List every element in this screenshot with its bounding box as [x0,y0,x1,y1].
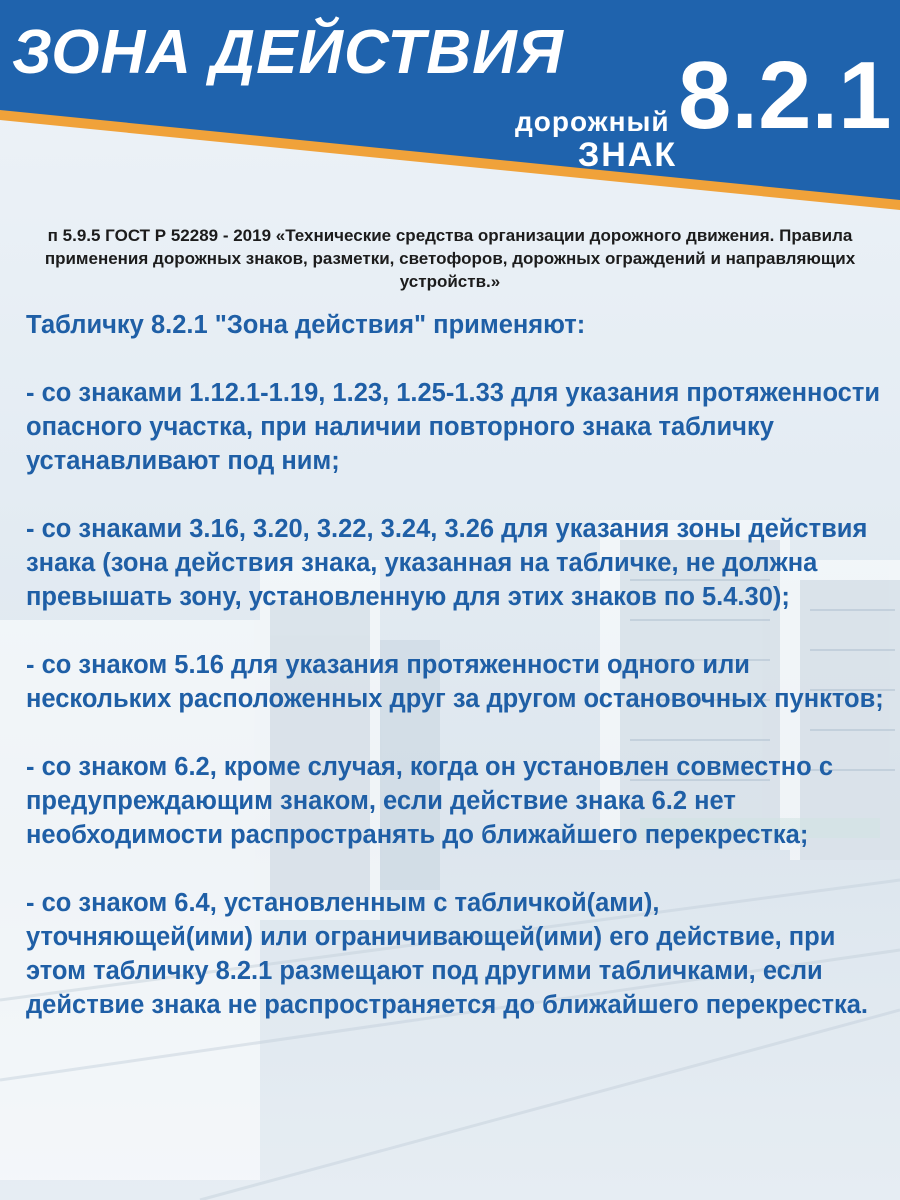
subtitle-sign: ЗНАК [578,136,678,174]
list-item: - со знаками 1.12.1-1.19, 1.23, 1.25-1.33 для указания протяженности опасного участка, при наличии повторного знака табличку устанавливают под ним; [26,379,881,475]
list-item: - со знаком 6.4, установленным с табличкой(ами), уточняющей(ими) или ограничивающей(ими) его действие, при этом табличку 8.2.1 размещают под другими табличками, если действие знака не распространяется до ближайшего перекрестка. [26,889,868,1019]
main-content [26,308,891,1056]
intro-paragraph: Табличку 8.2.1 "Зона действия" применяют: [26,311,586,339]
page-title: ЗОНА ДЕЙСТВИЯ [12,18,564,87]
list-item: - со знаком 5.16 для указания протяженности одного или нескольких расположенных друг за другом остановочных пунктов; [26,651,884,713]
sign-code: 8.2.1 [678,42,892,149]
subtitle-road: дорожный [515,106,670,137]
list-item: - со знаками 3.16, 3.20, 3.22, 3.24, 3.26 для указания зоны действия знака (зона действия знака, указанная на табличке, не должна превышать зону, установленную для этих знаков по 5.4.30); [26,515,868,611]
list-item: - со знаком 6.2, кроме случая, когда он установлен совместно с предупреждающим знаком, если действие знака 6.2 нет необходимости распространять до ближайшего перекрестка; [26,753,834,849]
gost-reference: п 5.9.5 ГОСТ Р 52289 - 2019 «Технические средства организации дорожного движения. Правила применения дорожных знаков, разметки, светофоров, дорожных ограждений и направляющих устройств.» [44,226,856,291]
